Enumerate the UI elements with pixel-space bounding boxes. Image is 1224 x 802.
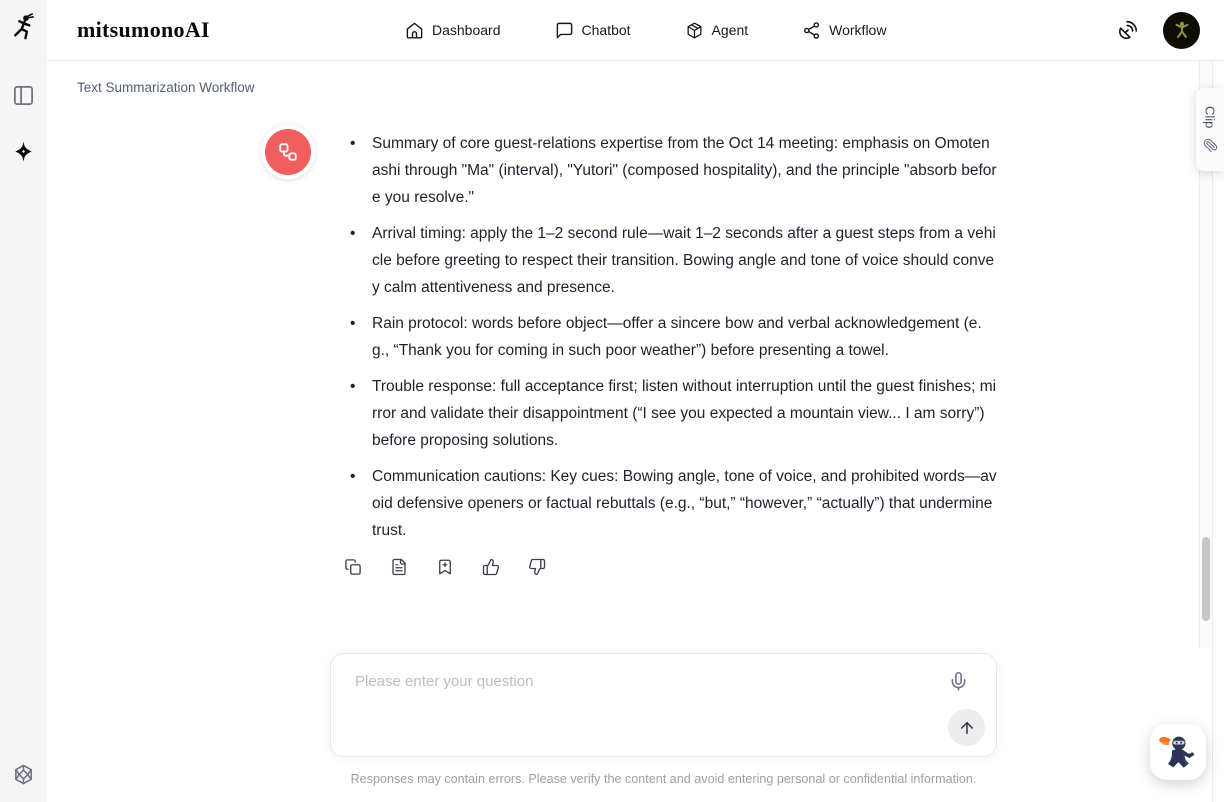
assistant-message xyxy=(330,130,997,553)
brand-title: mitsumonoAI xyxy=(77,17,210,42)
nav-dashboard-label: Dashboard xyxy=(432,22,501,38)
main-nav xyxy=(405,0,886,60)
copy-icon[interactable] xyxy=(344,558,362,576)
codesandbox-icon[interactable] xyxy=(12,763,35,786)
nav-agent[interactable] xyxy=(685,21,749,40)
nav-dashboard[interactable] xyxy=(405,21,501,40)
message-bullet: • Communication cautions: Key cues: Bowing angle, tone of voice, and prohibited words—avoid defensive openers or factual rebuttals (e.g., “but,” “however,” “actually”) that undermine trust. xyxy=(330,463,997,544)
nav-workflow[interactable] xyxy=(802,21,886,40)
chat-bubble-icon xyxy=(555,21,574,40)
bookmark-plus-icon[interactable] xyxy=(436,558,454,576)
nav-chatbot[interactable] xyxy=(555,21,631,40)
panel-left-icon[interactable] xyxy=(12,84,35,107)
ninja-logo-icon[interactable] xyxy=(9,12,38,46)
send-button[interactable] xyxy=(948,709,985,746)
clip-tab[interactable] xyxy=(1196,88,1224,171)
message-bullet: • Rain protocol: words before object—offer a sincere bow and verbal acknowledgement (e.g., “Thank you for coming in such poor weather”) before presenting a towel. xyxy=(330,310,997,364)
satellite-dish-icon[interactable] xyxy=(1117,19,1139,41)
cube-icon xyxy=(685,21,704,40)
scrollbar-thumb[interactable] xyxy=(1202,537,1210,621)
header-right xyxy=(1117,0,1200,60)
file-text-icon[interactable] xyxy=(390,558,408,576)
nav-chatbot-label: Chatbot xyxy=(581,22,631,38)
disclaimer-text: Responses may contain errors. Please verify the content and avoid entering personal or confidential information. xyxy=(350,772,977,786)
assistant-mascot-button[interactable] xyxy=(1150,724,1206,780)
user-avatar-ninja-icon xyxy=(1170,18,1194,42)
clip-tab-label: Clip xyxy=(1202,106,1218,129)
nav-workflow-label: Workflow xyxy=(829,22,887,38)
assistant-avatar-circle xyxy=(265,129,311,175)
sparkle-icon[interactable] xyxy=(12,140,35,163)
message-bullet: • Arrival timing: apply the 1–2 second rule—wait 1–2 seconds after a guest steps from a vehicle before greeting to respect their transition. Bowing angle and tone of voice should convey calm attentiveness and presence. xyxy=(330,220,997,301)
message-actions xyxy=(344,558,546,576)
message-bullet: • Trouble response: full acceptance first; listen without interruption until the guest finishes; mirror and validate their disappointment (“I see you expected a mountain view... I am sorry”) before proposing solutions. xyxy=(330,373,997,454)
user-avatar[interactable] xyxy=(1163,12,1200,49)
composer-card xyxy=(330,653,997,757)
nav-agent-label: Agent xyxy=(711,22,749,38)
workflow-nodes-icon xyxy=(277,141,299,163)
thumbs-down-icon[interactable] xyxy=(528,558,546,576)
message-bullet: • Summary of core guest-relations expertise from the Oct 14 meeting: emphasis on Omotenashi through "Ma" (interval), "Yutori" (composed hospitality), and the principle "absorb before you resolve." xyxy=(330,130,997,211)
paperclip-icon xyxy=(1203,138,1218,153)
right-rail xyxy=(1212,61,1224,802)
home-icon xyxy=(405,21,424,40)
assistant-avatar xyxy=(261,125,315,179)
thumbs-up-icon[interactable] xyxy=(482,558,500,576)
left-sidebar xyxy=(0,0,47,802)
ninja-mascot-icon xyxy=(1157,731,1199,773)
microphone-icon[interactable] xyxy=(948,671,969,692)
arrow-up-icon xyxy=(958,719,976,737)
question-input[interactable] xyxy=(355,673,925,737)
breadcrumb: Text Summarization Workflow xyxy=(77,80,255,95)
share-network-icon xyxy=(802,21,821,40)
top-header xyxy=(47,0,1224,61)
